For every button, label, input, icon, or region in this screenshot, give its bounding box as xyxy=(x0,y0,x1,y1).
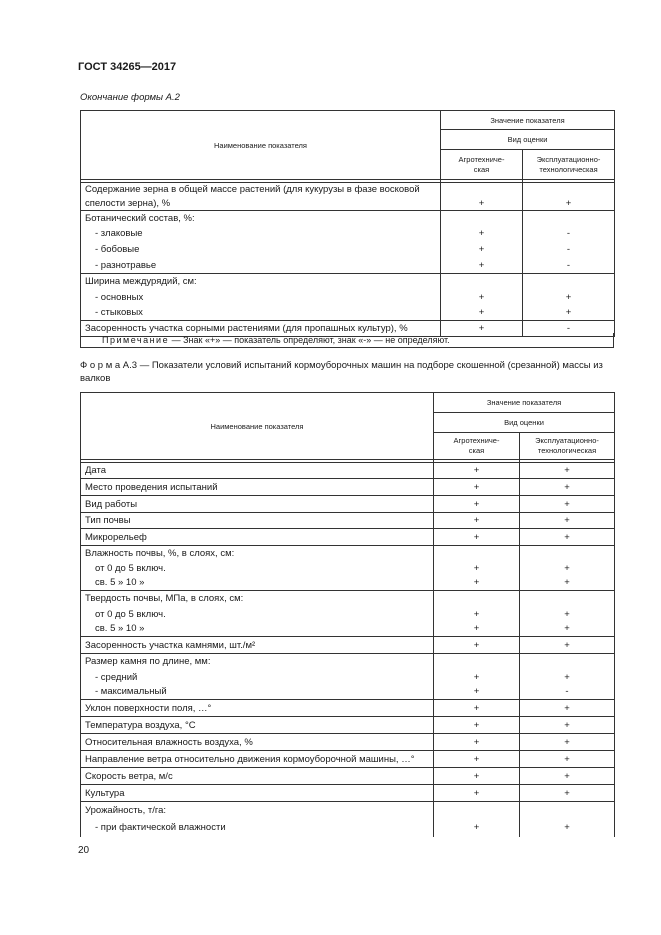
agro-mark: + xyxy=(434,734,520,751)
expl-mark: + xyxy=(520,717,615,734)
agro-mark: + xyxy=(434,700,520,717)
col-header-agro: Агротехниче- ская xyxy=(441,150,523,180)
expl-mark: - xyxy=(523,321,615,337)
table-row-label: Направление ветра относительно движения кормоуборочной машины, …° xyxy=(81,751,434,768)
agro-mark xyxy=(434,591,520,607)
table-note xyxy=(80,333,614,348)
table-row-label: Влажность почвы, %, в слоях, см: xyxy=(81,546,434,561)
col-header-value: Значение показателя xyxy=(441,111,615,130)
col-header-kind: Вид оценки xyxy=(434,413,615,433)
table-row-label: Урожайность, т/га: xyxy=(81,802,434,819)
agro-mark: + xyxy=(434,576,520,591)
agro-mark: + xyxy=(441,306,523,321)
expl-mark xyxy=(520,546,615,561)
expl-mark: + xyxy=(520,637,615,654)
table1-caption: Окончание формы А.2 xyxy=(80,92,180,103)
table-row-label: Уклон поверхности поля, …° xyxy=(81,700,434,717)
agro-mark: + xyxy=(434,463,520,479)
table-row-label: Культура xyxy=(81,785,434,802)
note-label: Примечание xyxy=(102,335,170,345)
expl-mark: + xyxy=(520,734,615,751)
table-row-label: - стыковых xyxy=(81,306,441,321)
expl-mark xyxy=(523,211,615,226)
table-row-label: - средний xyxy=(81,670,434,685)
expl-mark: - xyxy=(523,242,615,258)
agro-mark: + xyxy=(441,258,523,274)
agro-mark: + xyxy=(434,751,520,768)
agro-mark: + xyxy=(434,685,520,700)
agro-mark: + xyxy=(434,561,520,576)
expl-mark: + xyxy=(520,496,615,513)
expl-mark: + xyxy=(520,513,615,529)
table-row-label: Дата xyxy=(81,463,434,479)
table-row-label: от 0 до 5 включ. xyxy=(81,561,434,576)
table-row-label: Ширина междурядий, см: xyxy=(81,274,441,290)
table-row-label: - бобовые xyxy=(81,242,441,258)
col-header-value: Значение показателя xyxy=(434,393,615,413)
agro-mark: + xyxy=(434,479,520,496)
expl-mark: + xyxy=(520,785,615,802)
expl-mark xyxy=(520,802,615,819)
expl-mark: + xyxy=(520,529,615,546)
agro-mark: + xyxy=(441,321,523,337)
expl-mark: + xyxy=(520,622,615,637)
expl-mark: + xyxy=(520,607,615,622)
table-row-label: Ботанический состав, %: xyxy=(81,211,441,226)
agro-mark xyxy=(434,546,520,561)
note-text: — Знак «+» — показатель определяют, знак «-» — не определяют. xyxy=(169,335,450,345)
table-row-label: - основных xyxy=(81,290,441,306)
table-row-label: Скорость ветра, м/с xyxy=(81,768,434,785)
expl-mark xyxy=(520,591,615,607)
expl-mark: + xyxy=(520,561,615,576)
table-form-a2-end xyxy=(80,110,615,337)
agro-mark xyxy=(441,211,523,226)
agro-mark: + xyxy=(441,197,523,211)
table-row-label: - злаковые xyxy=(81,226,441,242)
table-row-label: св. 5 » 10 » xyxy=(81,622,434,637)
expl-mark xyxy=(520,654,615,670)
agro-mark xyxy=(441,274,523,290)
expl-mark: + xyxy=(523,306,615,321)
agro-mark: + xyxy=(441,226,523,242)
col-header-name: Наименование показателя xyxy=(81,111,441,180)
agro-mark: + xyxy=(434,513,520,529)
agro-mark: + xyxy=(434,637,520,654)
expl-mark: + xyxy=(520,751,615,768)
agro-mark: + xyxy=(434,529,520,546)
table-row-label: св. 5 » 10 » xyxy=(81,576,434,591)
agro-mark: + xyxy=(434,496,520,513)
table-row-label: Тип почвы xyxy=(81,513,434,529)
page-number: 20 xyxy=(78,845,90,856)
col-header-kind: Вид оценки xyxy=(441,130,615,150)
agro-mark: + xyxy=(434,717,520,734)
expl-mark: + xyxy=(520,670,615,685)
table-row-label: Микрорельеф xyxy=(81,529,434,546)
table-row-label: Содержание зерна в общей массе растений (для кукурузы в фазе восковой xyxy=(81,183,441,197)
expl-mark xyxy=(523,274,615,290)
table-row-label: Засоренность участка камнями, шт./м² xyxy=(81,637,434,654)
agro-mark: + xyxy=(434,607,520,622)
table-row-label: - при фактической влажности xyxy=(81,819,434,837)
agro-mark: + xyxy=(434,768,520,785)
agro-mark xyxy=(434,802,520,819)
col-header-agro: Агротехниче- ская xyxy=(434,433,520,460)
table-row-label: Относительная влажность воздуха, % xyxy=(81,734,434,751)
agro-mark xyxy=(441,183,523,197)
col-header-expl: Эксплуатационно- технологическая xyxy=(523,150,615,180)
table-form-a3 xyxy=(80,392,615,837)
expl-mark: + xyxy=(520,479,615,496)
table-row-label: спелости зерна), % xyxy=(81,197,441,211)
agro-mark: + xyxy=(441,290,523,306)
agro-mark xyxy=(434,654,520,670)
table-row-label: Размер камня по длине, мм: xyxy=(81,654,434,670)
agro-mark: + xyxy=(434,670,520,685)
table-row-label: Вид работы xyxy=(81,496,434,513)
expl-mark: + xyxy=(523,197,615,211)
table-row-label: Твердость почвы, МПа, в слоях, см: xyxy=(81,591,434,607)
expl-mark: + xyxy=(520,700,615,717)
col-header-expl: Эксплуатационно- технологическая xyxy=(520,433,615,460)
expl-mark: + xyxy=(523,290,615,306)
table-row-label: - разнотравье xyxy=(81,258,441,274)
expl-mark: + xyxy=(520,819,615,837)
expl-mark: - xyxy=(523,258,615,274)
expl-mark: - xyxy=(523,226,615,242)
table-row-label: Место проведения испытаний xyxy=(81,479,434,496)
expl-mark: + xyxy=(520,463,615,479)
table2-caption: Ф о р м а А.3 — Показатели условий испытаний кормоуборочных машин на подборе скошенной (срезанной) массы из валков xyxy=(80,360,603,384)
table-row-label: от 0 до 5 включ. xyxy=(81,607,434,622)
expl-mark: + xyxy=(520,576,615,591)
expl-mark: + xyxy=(520,768,615,785)
document-header: ГОСТ 34265—2017 xyxy=(78,61,177,73)
agro-mark: + xyxy=(434,819,520,837)
expl-mark xyxy=(523,183,615,197)
table-row-label: - максимальный xyxy=(81,685,434,700)
table-row-label: Засоренность участка сорными растениями (для пропашных культур), % xyxy=(81,321,441,337)
agro-mark: + xyxy=(434,785,520,802)
table-row-label: Температура воздуха, °С xyxy=(81,717,434,734)
agro-mark: + xyxy=(441,242,523,258)
expl-mark: - xyxy=(520,685,615,700)
agro-mark: + xyxy=(434,622,520,637)
col-header-name: Наименование показателя xyxy=(81,393,434,460)
